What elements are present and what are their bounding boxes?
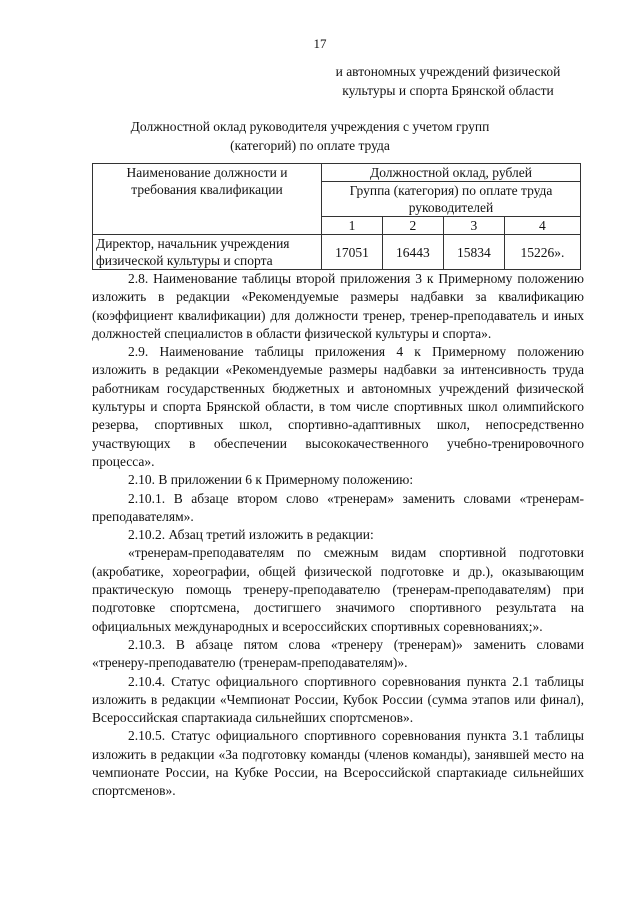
table-title-line: Должностной оклад руководителя учреждения с учетом групп [130, 119, 490, 134]
salary-table [92, 163, 581, 270]
header-line: культуры и спорта Брянской области [342, 83, 554, 98]
group-number: 3 [443, 217, 504, 235]
paragraph: 2.9. Наименование таблицы приложения 4 к Примерному положению изложить в редакции «Рекомендуемые размеры надбавки за интенсивность труда работникам государственных бюджетных и автономных учреждений физической культуры и спорта Брянской области, в том числе спортивных школ олимпийского резерва, спортивных школ, спортивно-адаптивных школ, непосредственно участвующих в обеспечении высококачественного учебно-тренировочного процесса». [92, 344, 584, 469]
column-header-salary: Должностной оклад, рублей [322, 164, 581, 182]
paragraph: 2.10.4. Статус официального спортивного соревнования пункта 2.1 таблицы изложить в редакции «Чемпионат России, Кубок России (сумма этапов или финал), Всероссийская спартакиада сильнейших спортсменов». [92, 673, 584, 726]
row-position-name: Директор, начальник учреждения физической культуры и спорта [93, 235, 322, 270]
salary-value: 17051 [322, 235, 383, 270]
column-header-group: Группа (категория) по оплате труда руководителей [322, 182, 581, 217]
paragraph: 2.8. Наименование таблицы второй приложения 3 к Примерному положению изложить в редакции «Рекомендуемые размеры надбавки за квалификацию (коэффициент квалификации) для должности тренер, тренер-преподаватель и иных должностей специалистов в области физической культуры и спорта». [92, 271, 584, 341]
group-number: 4 [504, 217, 580, 235]
table-row [93, 235, 581, 270]
group-number: 2 [382, 217, 443, 235]
column-header-position: Наименование должности и требования квалификации [93, 164, 322, 235]
salary-value: 15226». [504, 235, 580, 270]
group-number: 1 [322, 217, 383, 235]
table-title-line: (категорий) по оплате труда [230, 138, 390, 153]
paragraph: 2.10.1. В абзаце втором слово «тренерам» заменить словами «тренерам-преподавателям». [92, 490, 584, 524]
page-number: 17 [313, 36, 327, 51]
salary-value: 15834 [443, 235, 504, 270]
header-line: и автономных учреждений физической [335, 64, 561, 79]
salary-value: 16443 [382, 235, 443, 270]
document-body [92, 270, 584, 801]
document-header [318, 62, 578, 100]
table-title [110, 117, 510, 155]
paragraph: 2.10.5. Статус официального спортивного соревнования пункта 3.1 таблицы изложить в редакции «За подготовку команды (членов команды), занявшей место на чемпионате России, на Кубке России, на Всероссийской спартакиаде сильнейших спортсменов». [92, 728, 584, 799]
table-header-row [93, 164, 581, 182]
paragraph: 2.10. В приложении 6 к Примерному положению: [128, 472, 414, 488]
paragraph: 2.10.2. Абзац третий изложить в редакции: [128, 527, 374, 543]
paragraph: «тренерам-преподавателям по смежным видам спортивной подготовки (акробатике, хореографии, общей физической подготовке и др.), оказывающим практическую помощь тренеру-преподавателю (тренерам-преподавателям) при подготовке спортсмена, достигшего значимого спортивного результата на официальных международных и всероссийских спортивных соревнованиях;». [92, 545, 584, 634]
paragraph: 2.10.3. В абзаце пятом слова «тренеру (тренерам)» заменить словами «тренеру-преподавателю (тренерам-преподавателям)». [92, 636, 584, 671]
